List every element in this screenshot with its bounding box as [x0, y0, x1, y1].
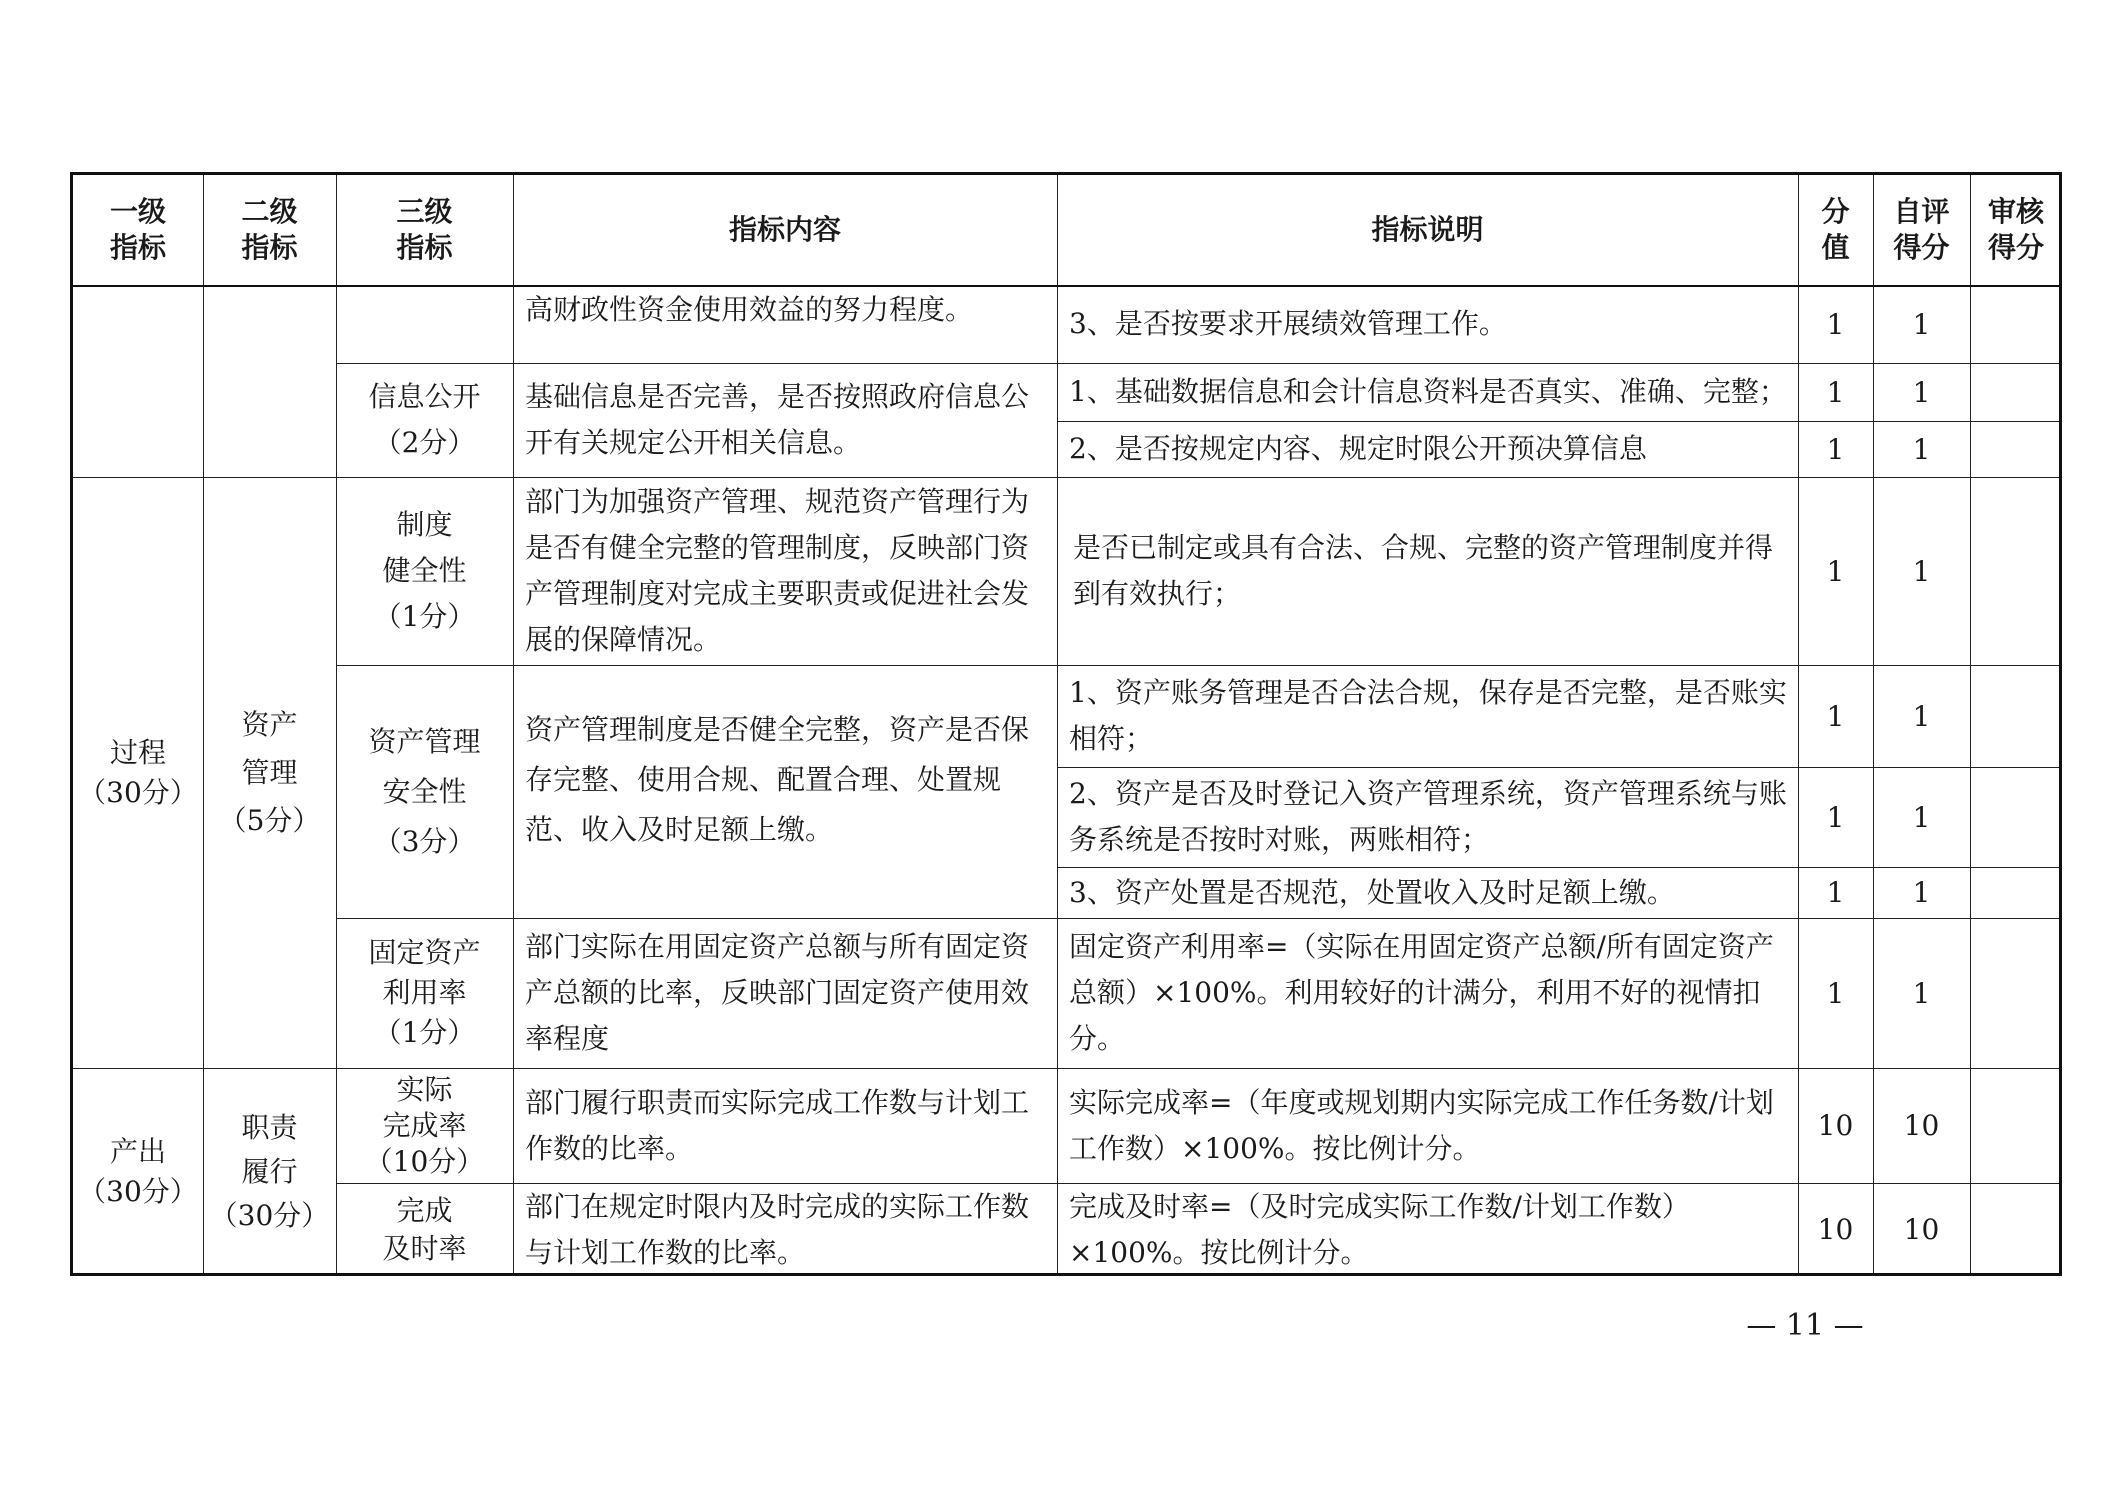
description-cell: 完成及时率=（及时完成实际工作数/计划工作数）×100%。按比例计分。 [1069, 1189, 1690, 1269]
header-review-score: 审核 得分 [1987, 195, 2044, 264]
content-cell: 部门实际在用固定资产总额与所有固定资产总额的比率，反映部门固定资产使用效率程度 [525, 930, 1030, 1055]
header-content: 指标内容 [728, 213, 841, 246]
self-score-cell: 1 [1912, 554, 1931, 588]
level2-asset-management: 资产 管理 （5分） [218, 707, 321, 837]
content-cell: 部门履行职责而实际完成工作数与计划工作数的比率。 [525, 1085, 1030, 1165]
self-score-cell: 1 [1912, 976, 1931, 1010]
score-cell: 1 [1826, 699, 1845, 733]
content-cell: 高财政性资金使用效益的努力程度。 [525, 293, 974, 326]
self-score-cell: 10 [1903, 1109, 1940, 1142]
header-level2: 二级 指标 [241, 195, 298, 264]
score-cell: 1 [1826, 976, 1845, 1010]
description-cell: 固定资产利用率=（实际在用固定资产总额/所有固定资产总额）×100%。利用较好的计满分，利用不好的视情扣分。 [1069, 930, 1774, 1055]
level3-asset-safety: 资产管理 安全性 （3分） [368, 724, 481, 858]
col-divider [1970, 175, 1971, 1273]
self-score-cell: 1 [1912, 876, 1931, 909]
header-level3: 三级 指标 [396, 195, 453, 264]
level3-info-disclosure: 信息公开 （2分） [368, 380, 481, 459]
description-cell: 实际完成率=（年度或规划期内实际完成工作任务数/计划工作数）×100%。按比例计分。 [1069, 1085, 1774, 1165]
level3-timely-completion: 完成 及时率 [382, 1193, 467, 1265]
score-cell: 1 [1826, 375, 1845, 409]
score-cell: 1 [1826, 800, 1845, 834]
content-cell: 部门为加强资产管理、规范资产管理行为是否有健全完整的管理制度，反映部门资产管理制度对完成主要职责或促进社会发展的保障情况。 [525, 485, 1030, 656]
self-score-cell: 10 [1903, 1213, 1940, 1246]
description-cell: 1、资产账务管理是否合法合规，保存是否完整，是否账实相符； [1069, 676, 1787, 755]
score-cell: 1 [1826, 432, 1845, 466]
self-score-cell: 1 [1912, 699, 1931, 733]
level3-fixed-asset-utilization: 固定资产 利用率 （1分） [368, 936, 481, 1049]
header-score: 分 值 [1821, 195, 1850, 264]
content-cell: 基础信息是否完善，是否按照政府信息公开有关规定公开相关信息。 [525, 380, 1030, 459]
score-cell: 1 [1826, 554, 1845, 588]
header-description: 指标说明 [1371, 213, 1484, 246]
level1-output: 产出 （30分） [78, 1135, 198, 1208]
header-level1: 一级 指标 [109, 195, 166, 264]
page-number: — 11 — [1746, 1308, 1864, 1343]
self-score-cell: 1 [1912, 432, 1931, 466]
score-cell: 1 [1826, 876, 1845, 909]
description-cell: 1、基础数据信息和会计信息资料是否真实、准确、完整； [1069, 375, 1787, 408]
evaluation-table [70, 172, 2062, 1276]
content-cell: 部门在规定时限内及时完成的实际工作数与计划工作数的比率。 [525, 1189, 1030, 1269]
description-cell: 3、是否按要求开展绩效管理工作。 [1069, 307, 1507, 340]
level1-process: 过程 （30分） [78, 735, 198, 809]
level3-actual-completion: 实际 完成率 （10分） [364, 1072, 485, 1178]
level3-system-completeness: 制度 健全性 （1分） [373, 508, 476, 633]
description-cell: 是否已制定或具有合法、合规、完整的资产管理制度并得到有效执行； [1073, 531, 1774, 610]
score-cell: 10 [1817, 1213, 1854, 1246]
header-self-score: 自评 得分 [1893, 195, 1950, 264]
content-cell: 资产管理制度是否健全完整，资产是否保存完整、使用合规、配置合理、处置规范、收入及时足额上缴。 [525, 713, 1030, 846]
self-score-cell: 1 [1912, 800, 1931, 834]
self-score-cell: 1 [1912, 307, 1931, 341]
score-cell: 10 [1817, 1109, 1854, 1142]
self-score-cell: 1 [1912, 375, 1931, 409]
description-cell: 2、资产是否及时登记入资产管理系统，资产管理系统与账务系统是否按时对账，两账相符； [1069, 777, 1787, 856]
description-cell: 2、是否按规定内容、规定时限公开预决算信息 [1069, 432, 1647, 465]
level2-duty-performance: 职责 履行 （30分） [209, 1111, 330, 1232]
score-cell: 1 [1826, 307, 1845, 341]
description-cell: 3、资产处置是否规范，处置收入及时足额上缴。 [1069, 875, 1675, 909]
